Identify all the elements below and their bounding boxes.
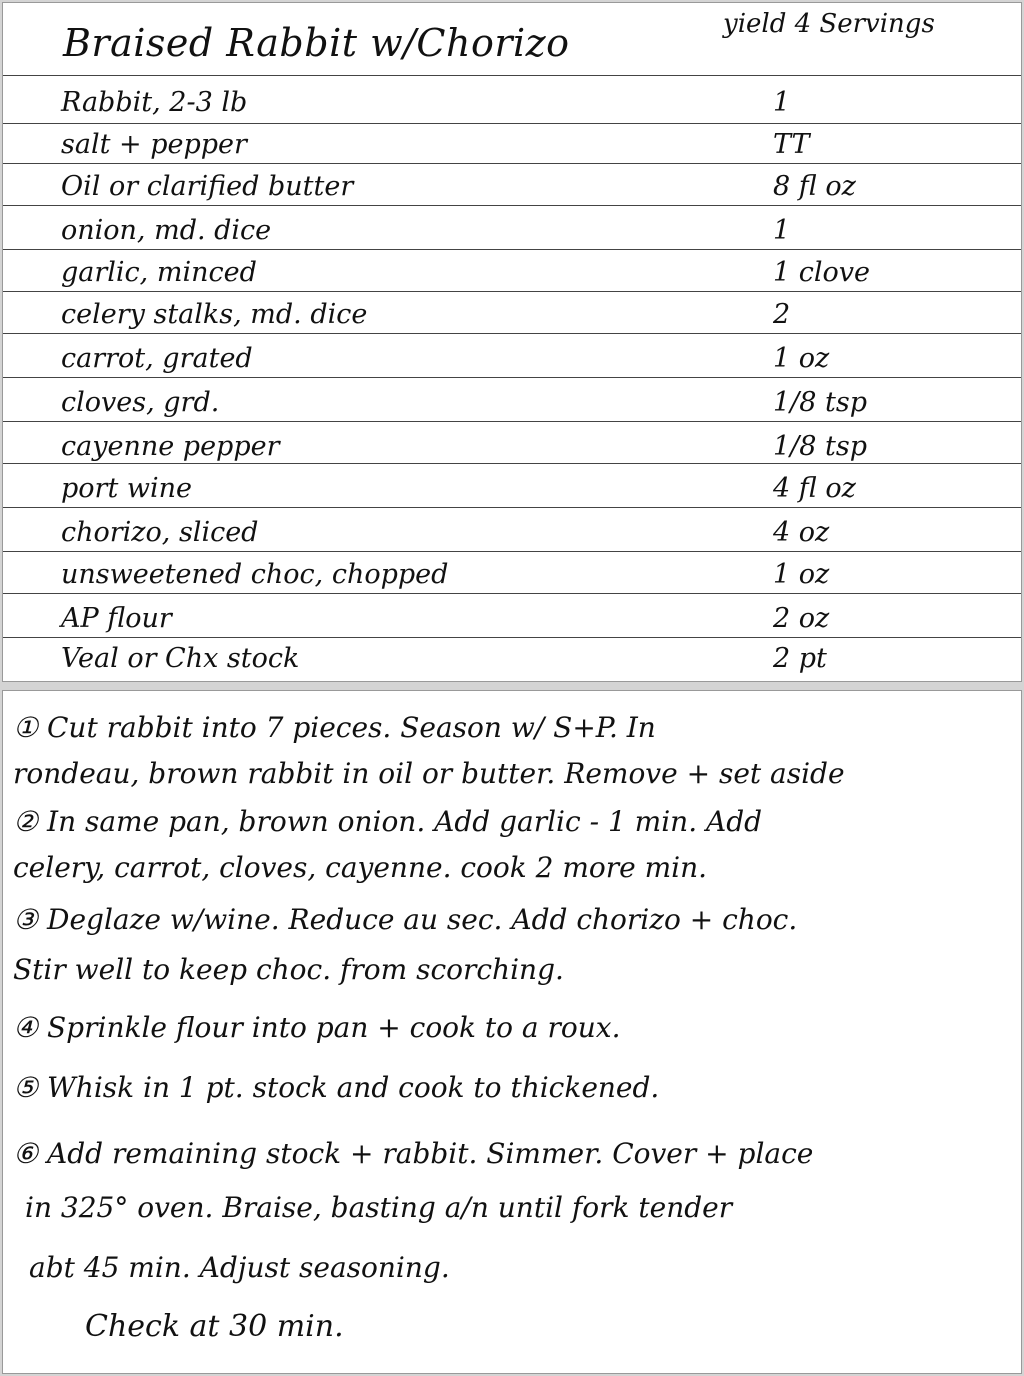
ingredient-name: cayenne pepper <box>61 431 280 462</box>
method-line: ③ Deglaze w/wine. Reduce au sec. Add chorizo + choc. <box>13 903 798 936</box>
ingredient-name: carrot, grated <box>61 343 253 374</box>
ingredient-qty: 1/8 tsp <box>773 431 868 462</box>
rule-line <box>3 463 1021 464</box>
method-line: ① Cut rabbit into 7 pieces. Season w/ S+P. In <box>13 711 656 744</box>
ingredient-qty: 1 oz <box>773 559 830 590</box>
ingredient-qty: 4 fl oz <box>773 473 856 504</box>
ingredient-name: garlic, minced <box>61 257 257 288</box>
ingredient-qty: 1/8 tsp <box>773 387 868 418</box>
rule-line <box>3 123 1021 124</box>
method-line: celery, carrot, cloves, cayenne. cook 2 more min. <box>13 851 708 884</box>
method-line: rondeau, brown rabbit in oil or butter. Remove + set aside <box>13 757 845 790</box>
ingredient-name: port wine <box>61 473 192 504</box>
rule-line <box>3 551 1021 552</box>
recipe-yield: yield 4 Servings <box>723 9 935 39</box>
ingredient-name: cloves, grd. <box>61 387 220 418</box>
ingredient-qty: 1 clove <box>773 257 871 288</box>
rule-line <box>3 205 1021 206</box>
rule-line <box>3 75 1021 76</box>
ingredient-name: Veal or Chx stock <box>61 643 300 674</box>
method-note: Check at 30 min. <box>85 1309 344 1344</box>
ingredient-qty: 2 oz <box>773 603 830 634</box>
rule-line <box>3 593 1021 594</box>
rule-line <box>3 637 1021 638</box>
method-line: abt 45 min. Adjust seasoning. <box>29 1251 450 1284</box>
method-line: in 325° oven. Braise, basting a/n until fork tender <box>25 1191 733 1224</box>
method-line: ② In same pan, brown onion. Add garlic - 1 min. Add <box>13 805 763 838</box>
ingredient-name: onion, md. dice <box>61 215 272 246</box>
ingredient-name: Rabbit, 2-3 lb <box>61 87 248 118</box>
rule-line <box>3 421 1021 422</box>
ingredient-card <box>2 2 1022 682</box>
rule-line <box>3 291 1021 292</box>
ingredient-name: salt + pepper <box>61 129 247 160</box>
rule-line <box>3 163 1021 164</box>
rule-line <box>3 507 1021 508</box>
ingredient-name: chorizo, sliced <box>61 517 259 548</box>
ingredient-name: AP flour <box>61 603 172 634</box>
ingredient-qty: 1 <box>773 87 791 118</box>
ingredient-qty: 1 oz <box>773 343 830 374</box>
method-line: ⑥ Add remaining stock + rabbit. Simmer. Cover + place <box>13 1137 814 1170</box>
ingredient-name: unsweetened choc, chopped <box>61 559 449 590</box>
ingredient-qty: 1 <box>773 215 791 246</box>
ingredient-qty: 8 fl oz <box>773 171 856 202</box>
rule-line <box>3 333 1021 334</box>
method-line: Stir well to keep choc. from scorching. <box>13 953 564 986</box>
method-line: ④ Sprinkle flour into pan + cook to a roux. <box>13 1011 621 1044</box>
recipe-title: Braised Rabbit w/Chorizo <box>63 21 570 65</box>
method-card <box>2 690 1022 1374</box>
ingredient-qty: TT <box>773 129 810 160</box>
ingredient-name: celery stalks, md. dice <box>61 299 368 330</box>
ingredient-qty: 2 pt <box>773 643 827 674</box>
rule-line <box>3 249 1021 250</box>
method-line: ⑤ Whisk in 1 pt. stock and cook to thickened. <box>13 1071 660 1104</box>
ingredient-qty: 4 oz <box>773 517 830 548</box>
ingredient-name: Oil or clarified butter <box>61 171 354 202</box>
ingredient-qty: 2 <box>773 299 791 330</box>
rule-line <box>3 377 1021 378</box>
